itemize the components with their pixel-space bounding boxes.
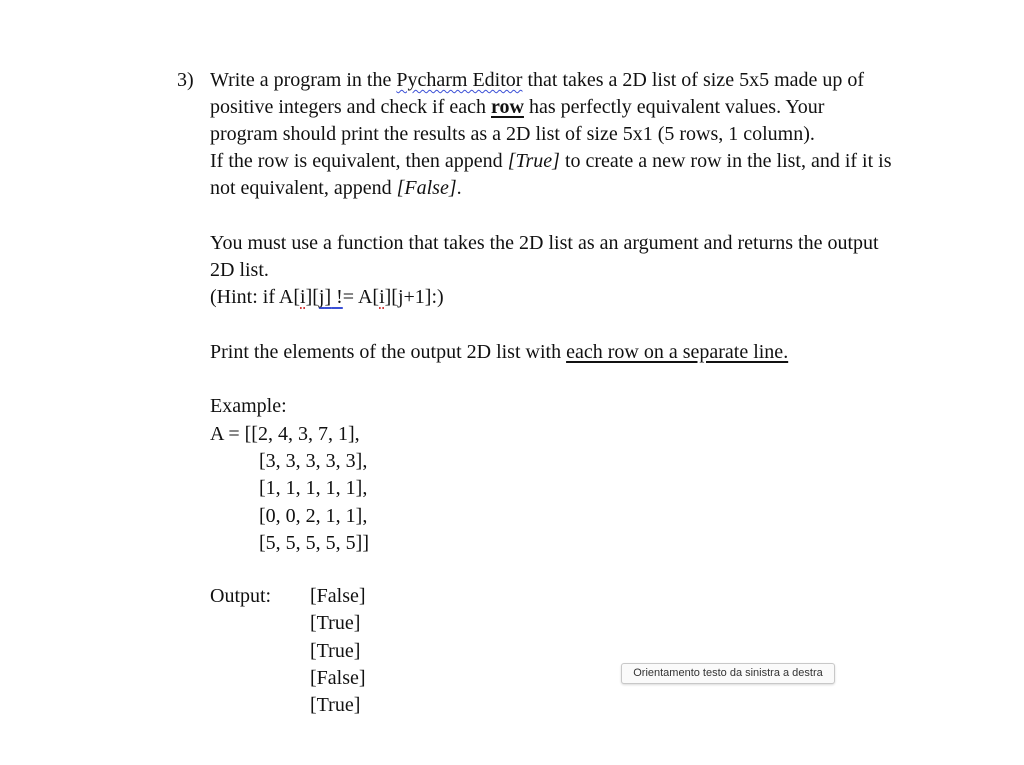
example-row: [0, 0, 2, 1, 1], [259,505,368,527]
output-value: [False] [310,667,366,689]
text-run: Print the elements of the output 2D list with [210,341,567,363]
text-run: that takes a 2D list of size 5x5 made up of [522,69,865,91]
text-direction-tooltip: Orientamento testo da sinistra a destra [621,663,835,684]
text-run: = A[ [342,286,380,308]
example-row: [1, 1, 1, 1, 1], [259,477,368,499]
text-run: (Hint: if A[ [210,286,300,308]
text-run: Write a program in the [210,69,397,91]
paragraph-2-line-2: 2D list. [210,259,269,281]
paragraph-1-line-5 [210,175,462,201]
text-run: i [300,286,306,308]
separate-line-underlined: each row on a separate line. [566,341,789,363]
text-run: ][j+1]:) [384,286,444,308]
paragraph-1-line-1 [210,67,864,93]
output-value: [True] [310,612,361,634]
text-run: to create a new row in the list, and if it is [559,150,892,172]
paragraph-1-line-3: program should print the results as a 2D list of size 5x1 (5 rows, 1 column). [210,123,815,145]
output-value: [True] [310,640,361,662]
text-run: ] [324,286,332,308]
text-run: ! [331,286,343,308]
text-run: ][ [305,286,319,308]
hint-line [210,284,444,310]
output-label: Output: [210,585,272,607]
text-run: i [379,286,385,308]
text-run: j [318,286,325,308]
text-run: has perfectly equivalent values. Your [523,96,825,118]
false-italic: [False] [396,177,457,199]
question-number: 3) [177,69,194,91]
text-run: If the row is equivalent, then append [210,150,508,172]
example-label: Example: [210,395,287,417]
example-row: [3, 3, 3, 3, 3], [259,450,368,472]
text-run: . [456,177,462,199]
output-value: [False] [310,585,366,607]
text-run: positive integers and check if each [210,96,491,118]
example-row: [5, 5, 5, 5, 5]] [259,532,369,554]
row-bold-word: row [491,96,524,118]
true-italic: [True] [507,150,560,172]
pycharm-editor-text: Pycharm Editor [396,69,523,91]
text-run: not equivalent, append [210,177,397,199]
print-instruction [210,339,788,365]
paragraph-2-line-1: You must use a function that takes the 2D list as an argument and returns the output [210,232,879,254]
example-row: A = [[2, 4, 3, 7, 1], [210,423,360,445]
paragraph-1-line-2 [210,94,824,120]
paragraph-1-line-4 [210,148,892,174]
output-value: [True] [310,694,361,716]
